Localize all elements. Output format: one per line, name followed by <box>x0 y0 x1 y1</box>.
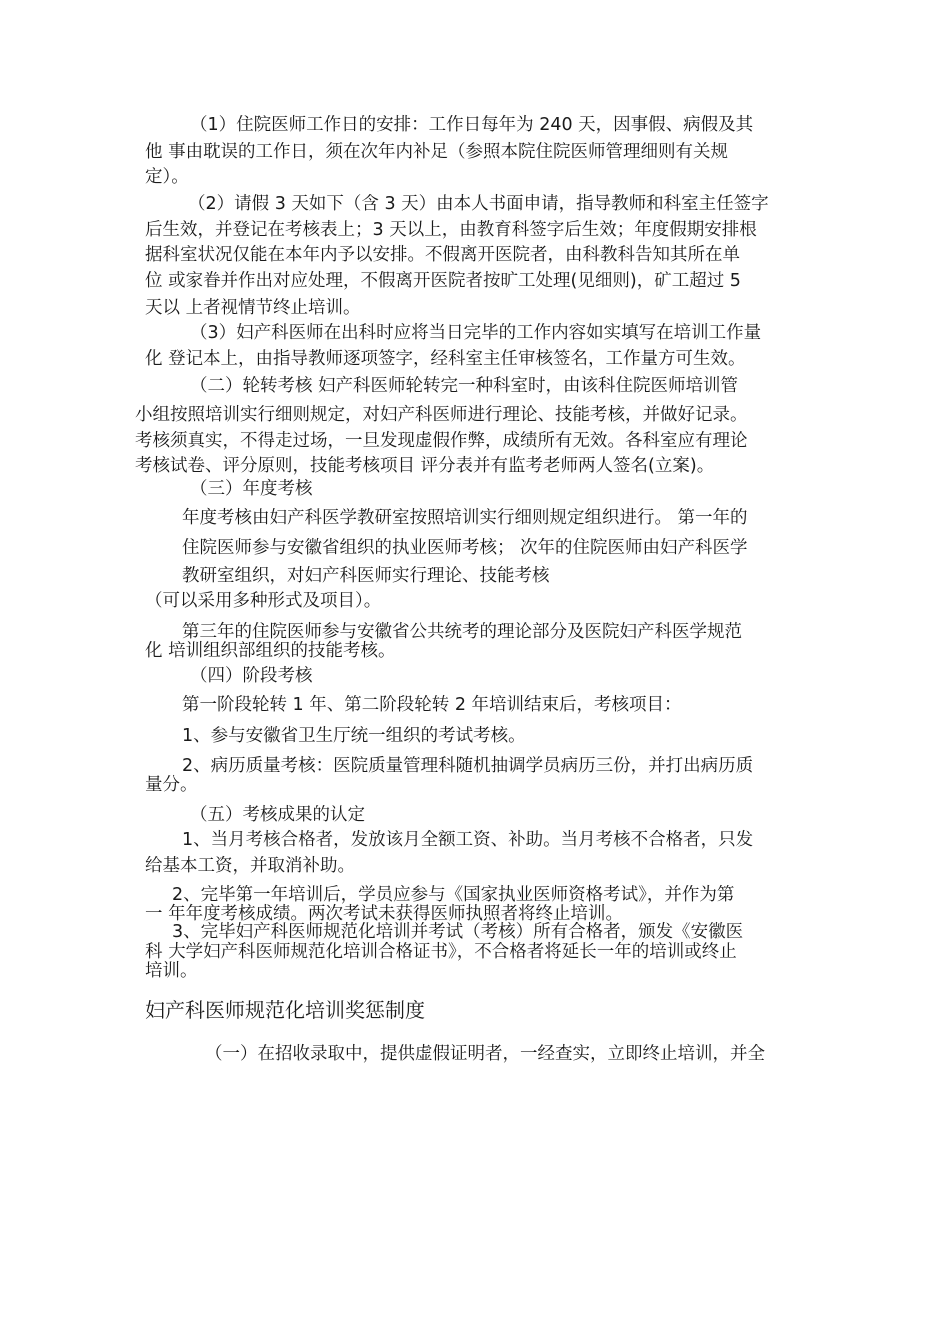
text-line: 3、完毕妇产科医师规范化培训并考试（考核）所有合格者，颁发《安徽医 <box>172 922 744 942</box>
text-line: 2、病历质量考核：医院质量管理科随机抽调学员病历三份，并打出病历质 <box>182 756 754 776</box>
text-line: 教研室组织，对妇产科医师实行理论、技能考核 <box>182 566 550 586</box>
text-line: （可以采用多种形式及项目）。 <box>145 591 382 611</box>
text-line: 他 事由耽误的工作日，须在次年内补足（参照本院住院医师管理细则有关规 <box>145 142 729 162</box>
text-line: 定）。 <box>145 167 189 187</box>
text-line: 化 登记本上，由指导教师逐项签字，经科室主任审核签名，工作量方可生效。 <box>145 349 746 369</box>
text-line: （二）轮转考核 妇产科医师轮转完一种科室时，由该科住院医师培训管 <box>190 376 739 396</box>
text-line: 考核须真实，不得走过场，一旦发现虚假作弊，成绩所有无效。各科室应有理论 <box>135 431 748 451</box>
text-line: （四）阶段考核 <box>190 666 313 686</box>
text-line: 培训。 <box>145 961 198 981</box>
text-line: 量分。 <box>145 775 198 795</box>
text-line: 住院医师参与安徽省组织的执业医师考核； 次年的住院医师由妇产科医学 <box>182 538 748 558</box>
text-line: 第一阶段轮转 1 年、第二阶段轮转 2 年培训结束后，考核项目： <box>182 695 682 715</box>
text-line: 给基本工资，并取消补助。 <box>145 856 355 876</box>
text-line: 年度考核由妇产科医学教研室按照培训实行细则规定组织进行。 第一年的 <box>182 508 748 528</box>
section-title: 妇产科医师规范化培训奖惩制度 <box>145 998 425 1022</box>
text-line: 后生效，并登记在考核表上；3 天以上，由教育科签字后生效；年度假期安排根 <box>145 220 757 240</box>
text-line: （一）在招收录取中，提供虚假证明者，一经查实，立即终止培训，并全 <box>205 1044 765 1064</box>
text-line: 第三年的住院医师参与安徽省公共统考的理论部分及医院妇产科医学规范 <box>182 622 742 642</box>
text-line: 1、当月考核合格者，发放该月全额工资、补助。当月考核不合格者，只发 <box>182 830 754 850</box>
text-line: （三）年度考核 <box>190 479 313 499</box>
text-line: 一 年年度考核成绩。两次考试未获得医师执照者将终止培训。 <box>145 904 624 924</box>
text-line: 小组按照培训实行细则规定，对妇产科医师进行理论、技能考核，并做好记录。 <box>135 405 748 425</box>
text-line: 2、完毕第一年培训后，学员应参与《国家执业医师资格考试》，并作为第 <box>172 885 735 905</box>
text-line: （1）住院医师工作日的安排：工作日每年为 240 天，因事假、病假及其 <box>190 115 754 135</box>
text-line: 科 大学妇产科医师规范化培训合格证书》，不合格者将延长一年的培训或终止 <box>145 942 737 962</box>
text-line: 考核试卷、评分原则，技能考核项目 评分表并有监考老师两人签名(立案)。 <box>135 456 715 476</box>
text-line: 据科室状况仅能在本年内予以安排。不假离开医院者，由科教科告知其所在单 <box>145 245 740 265</box>
text-line: 1、参与安徽省卫生厅统一组织的考试考核。 <box>182 726 526 746</box>
text-line: （五）考核成果的认定 <box>190 805 365 825</box>
text-line: 天以 上者视情节终止培训。 <box>145 298 361 318</box>
text-line: 化 培训组织部组织的技能考核。 <box>145 641 396 661</box>
text-line: （2）请假 3 天如下（含 3 天）由本人书面申请，指导教师和科室主任签字 <box>188 194 769 214</box>
text-line: （3）妇产科医师在出科时应将当日完毕的工作内容如实填写在培训工作量 <box>190 323 762 343</box>
text-line: 位 或家眷并作出对应处理，不假离开医院者按旷工处理(见细则)，矿工超过 5 <box>145 271 741 291</box>
